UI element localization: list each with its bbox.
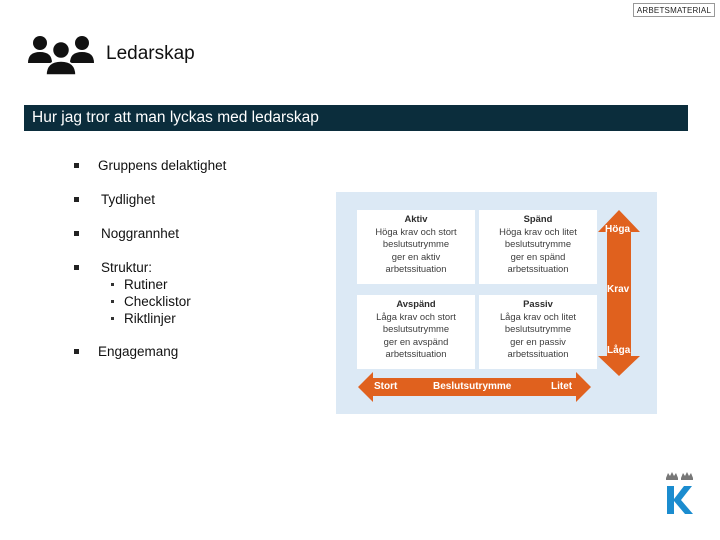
karasek-model-diagram bbox=[336, 192, 657, 414]
crown-k-logo-icon bbox=[663, 470, 695, 516]
people-group-icon bbox=[28, 33, 94, 75]
cell-aktiv: Aktiv Höga krav och stort beslutsutrymme ger en aktiv arbetssituation bbox=[357, 210, 475, 284]
cell-avspand: Avspänd Låga krav och stort beslutsutrymme ger en avspänd arbetssituation bbox=[357, 295, 475, 369]
beslut-left-label: Stort bbox=[374, 381, 398, 392]
bullet-dot-icon bbox=[111, 300, 114, 303]
page-title: Ledarskap bbox=[106, 43, 195, 64]
section-banner: Hur jag tror att man lyckas med ledarskap bbox=[24, 105, 688, 131]
bullet-square-icon bbox=[74, 265, 79, 270]
bullet-square-icon bbox=[74, 163, 79, 168]
arbetsmaterial-stamp: ARBETSMATERIAL bbox=[633, 3, 715, 17]
beslut-right-label: Litet bbox=[551, 381, 573, 392]
krav-high-label: Höga bbox=[605, 224, 630, 235]
krav-low-label: Låga bbox=[607, 345, 631, 356]
beslut-axis-label: Beslutsutrymme bbox=[433, 381, 512, 392]
krav-axis-label: Krav bbox=[607, 284, 630, 295]
bullet-square-icon bbox=[74, 197, 79, 202]
bullet-square-icon bbox=[74, 349, 79, 354]
bullet-square-icon bbox=[74, 231, 79, 236]
cell-passiv: Passiv Låga krav och litet beslutsutrymme ger en passiv arbetssituation bbox=[479, 295, 597, 369]
bullet-dot-icon bbox=[111, 317, 114, 320]
bullet-dot-icon bbox=[111, 283, 114, 286]
cell-spand: Spänd Höga krav och litet beslutsutrymme ger en spänd arbetssituation bbox=[479, 210, 597, 284]
